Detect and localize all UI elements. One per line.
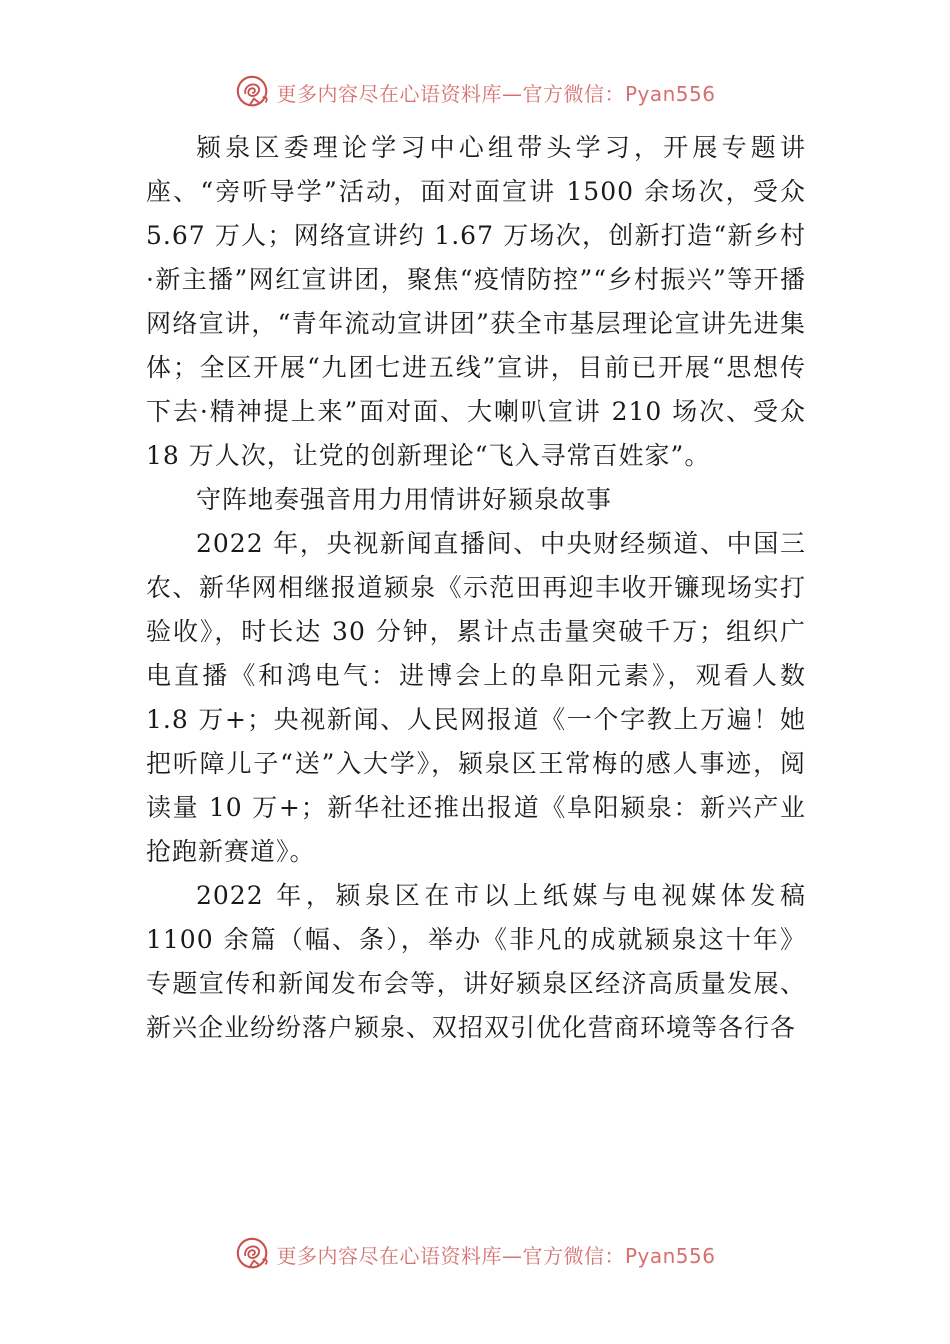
rose-flower-icon [234, 73, 272, 111]
paragraph-3: 2022 年，颍泉区在市以上纸媒与电视媒体发稿 1100 余篇（幅、条），举办《非凡的成就颍泉这十年》专题宣传和新闻发布会等，讲好颍泉区经济高质量发展、新兴企业纷纷落户颍泉、双招双引优化营商环境等各行各 [146, 881, 806, 1042]
paragraph-2: 2022 年，央视新闻直播间、中央财经频道、中国三农、新华网相继报道颍泉《示范田再迎丰收开镰现场实打验收》，时长达 30 分钟，累计点击量突破千万；组织广电直播《和鸿电气：进博会上的阜阳元素》，观看人数 1.8 万+；央视新闻、人民网报道《一个字教上万遍！她把听障儿子“送”入大学》，颍泉区王常梅的感人事迹，阅读量 10 万+；新华社还推出报道《阜阳颍泉：新兴产业抢跑新赛道》。 [146, 529, 806, 866]
rose-flower-icon [234, 1235, 272, 1273]
paragraph-1: 颍泉区委理论学习中心组带头学习，开展专题讲座、“旁听导学”活动，面对面宣讲 1500 余场次，受众 5.67 万人；网络宣讲约 1.67 万场次，创新打造“新乡村·新主播”网红宣讲团，聚焦“疫情防控”“乡村振兴”等开播网络宣讲，“青年流动宣讲团”获全市基层理论宣讲先进集体；全区开展“九团七进五线”宣讲，目前已开展“思想传下去·精神提上来”面对面、大喇叭宣讲 210 场次、受众 18 万人次，让党的创新理论“飞入寻常百姓家”。 [146, 133, 806, 470]
watermark-text: 更多内容尽在心语资料库—官方微信：Pyan556 [276, 81, 716, 106]
document-body [146, 126, 806, 1050]
footer-watermark [0, 1232, 950, 1276]
header-watermark [0, 70, 950, 114]
section-heading: 守阵地奏强音用力用情讲好颍泉故事 [196, 485, 613, 514]
watermark-text: 更多内容尽在心语资料库—官方微信：Pyan556 [276, 1243, 716, 1268]
